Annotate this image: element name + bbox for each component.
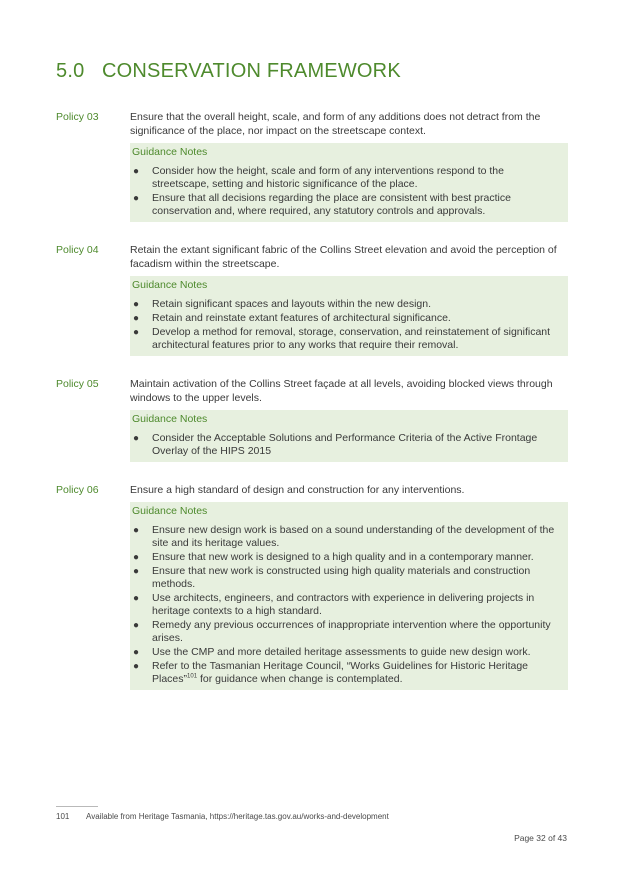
section-number: 5.0 bbox=[56, 60, 85, 82]
guidance-heading: Guidance Notes bbox=[132, 279, 208, 291]
footnote-reference[interactable]: 101 bbox=[187, 673, 198, 680]
guidance-list bbox=[132, 298, 564, 352]
bullet-icon: ● bbox=[133, 661, 140, 672]
bullet-icon: ● bbox=[133, 433, 140, 444]
list-item: ● Refer to the Tasmanian Heritage Council, “Works Guidelines for Historic Heritage Places”$^{101}$ for guidance when change is contemplated. bbox=[133, 660, 529, 685]
policy-label: Policy 03 bbox=[56, 111, 99, 123]
page-number: Page 32 of 43 bbox=[514, 833, 567, 843]
list-item: ● Use architects, engineers, and contractors with experience in delivering projects in heritage contexts to a high standard. bbox=[133, 592, 535, 617]
footnote bbox=[56, 812, 389, 821]
policy-03 bbox=[56, 110, 568, 222]
guidance-notes-box bbox=[130, 502, 568, 690]
bullet-icon: ● bbox=[133, 525, 140, 536]
list-item: ● Ensure new design work is based on a sound understanding of the development of the site and its heritage values. bbox=[133, 524, 555, 549]
list-item: ● Consider how the height, scale and form of any interventions respond to the streetscape, setting and historic significance of the place. bbox=[133, 165, 504, 190]
policy-04 bbox=[56, 243, 568, 356]
guidance-list bbox=[132, 524, 564, 686]
policy-text: Ensure that the overall height, scale, and form of any additions does not detract from the significance of the place, nor impact on the streetscape context. bbox=[130, 111, 541, 137]
guidance-notes-box bbox=[130, 143, 568, 222]
guidance-notes-box bbox=[130, 410, 568, 462]
bullet-icon: ● bbox=[133, 593, 140, 604]
bullet-icon: ● bbox=[133, 299, 140, 310]
policy-text: Ensure a high standard of design and construction for any interventions. bbox=[130, 484, 465, 496]
bullet-icon: ● bbox=[133, 313, 140, 324]
policy-label: Policy 06 bbox=[56, 484, 99, 496]
list-item: ● Retain and reinstate extant features of architectural significance. bbox=[133, 312, 451, 324]
footnote-number: 101 bbox=[56, 812, 70, 821]
list-item: ● Ensure that new work is designed to a high quality and in a contemporary manner. bbox=[133, 551, 534, 563]
list-item: ● Ensure that all decisions regarding the place are consistent with best practice conservation and, where required, any statutory controls and approvals. bbox=[133, 192, 511, 217]
policy-text: Retain the extant significant fabric of the Collins Street elevation and avoid the perception of facadism within the streetscape. bbox=[130, 244, 557, 270]
guidance-list bbox=[132, 165, 564, 218]
guidance-notes-box bbox=[130, 276, 568, 356]
bullet-icon: ● bbox=[133, 620, 140, 631]
footnote-text: Available from Heritage Tasmania, https://heritage.tas.gov.au/works-and-development bbox=[86, 812, 389, 821]
bullet-icon: ● bbox=[133, 166, 140, 177]
policy-label: Policy 05 bbox=[56, 378, 99, 390]
bullet-icon: ● bbox=[133, 193, 140, 204]
guidance-heading: Guidance Notes bbox=[132, 413, 208, 425]
bullet-icon: ● bbox=[133, 327, 140, 338]
bullet-icon: ● bbox=[133, 647, 140, 658]
guidance-heading: Guidance Notes bbox=[132, 146, 208, 158]
policy-05 bbox=[56, 377, 568, 462]
list-item: ● Use the CMP and more detailed heritage assessments to guide new design work. bbox=[133, 646, 531, 658]
footnote-divider bbox=[56, 806, 98, 807]
bullet-icon: ● bbox=[133, 552, 140, 563]
list-item: ● Retain significant spaces and layouts within the new design. bbox=[133, 298, 431, 310]
guidance-list bbox=[132, 432, 564, 458]
policy-06 bbox=[56, 483, 568, 690]
list-item: ● Remedy any previous occurrences of inappropriate intervention where the opportunity arises. bbox=[133, 619, 551, 644]
policy-text: Maintain activation of the Collins Street façade at all levels, avoiding blocked views through windows to the upper levels. bbox=[130, 378, 553, 404]
policy-label: Policy 04 bbox=[56, 244, 99, 256]
guidance-heading: Guidance Notes bbox=[132, 505, 208, 517]
list-item: ● Consider the Acceptable Solutions and Performance Criteria of the Active Frontage Overlay of the HIPS 2015 bbox=[133, 432, 538, 457]
section-title-text: CONSERVATION FRAMEWORK bbox=[102, 60, 401, 82]
list-item: ● Develop a method for removal, storage, conservation, and reinstatement of significant architectural features prior to any works that require their removal. bbox=[133, 326, 551, 351]
bullet-icon: ● bbox=[133, 566, 140, 577]
section-title bbox=[56, 60, 401, 83]
list-item: ● Ensure that new work is constructed using high quality materials and construction methods. bbox=[133, 565, 531, 590]
